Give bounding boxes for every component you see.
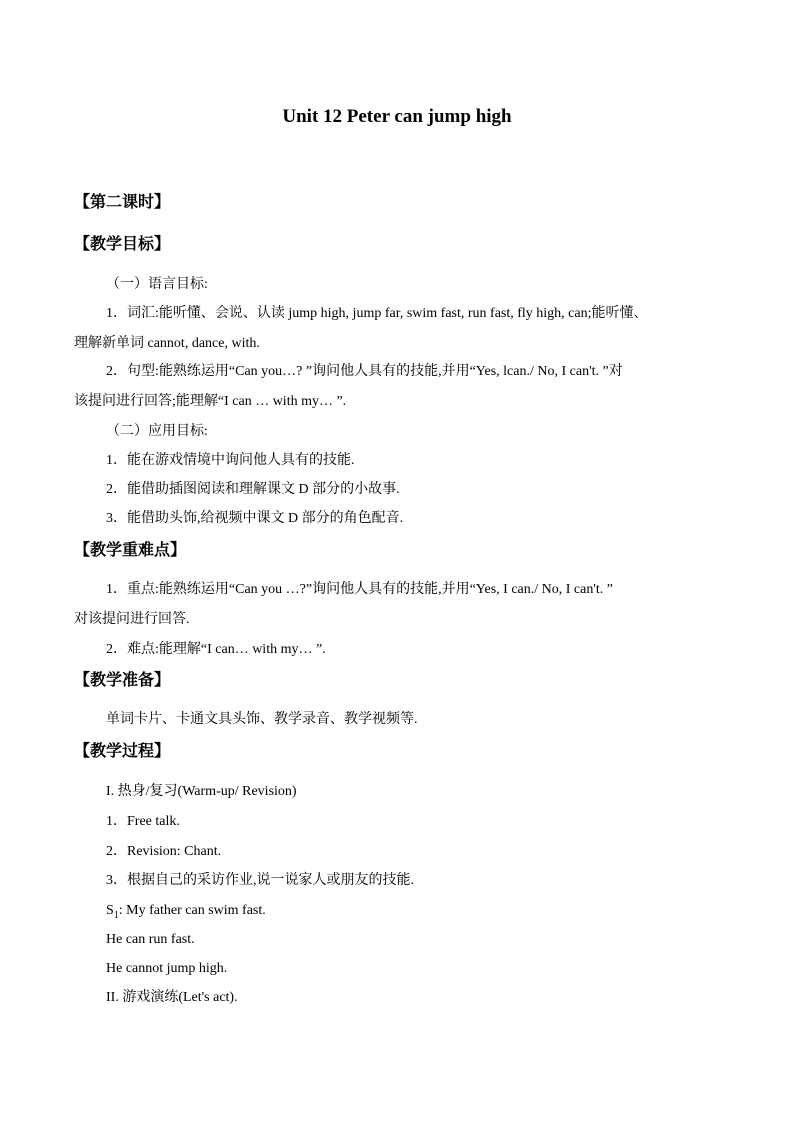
application-objective-heading: （二）应用目标: bbox=[106, 424, 208, 439]
application-item-1: 1．能在游戏情境中询问他人具有的技能. bbox=[106, 453, 355, 468]
vocab-line-2: 理解新单词 cannot, dance, with. bbox=[74, 336, 260, 351]
application-item-2: 2．能借助插图阅读和理解课文 D 部分的小故事. bbox=[106, 482, 400, 497]
dialogue-s1 bbox=[106, 901, 266, 926]
process-item-1: 1．Free talk. bbox=[106, 814, 180, 829]
section-keypoints: 【教学重难点】 bbox=[74, 540, 187, 559]
speaker-label: S bbox=[106, 903, 114, 918]
section-preparation: 【教学准备】 bbox=[74, 670, 171, 689]
pattern-line-1: 2．句型:能熟练运用“Can you…? ”询问他人具有的技能,并用“Yes, lcan./ No, I can't. ”对 bbox=[106, 364, 623, 379]
section-process: 【教学过程】 bbox=[74, 741, 171, 760]
dialogue-line-jump: He cannot jump high. bbox=[106, 961, 228, 976]
key-point-line-1: 1．重点:能熟练运用“Can you …?”询问他人具有的技能,并用“Yes, I can./ No, I can't. ” bbox=[106, 582, 613, 597]
dialogue-line-run: He can run fast. bbox=[106, 932, 195, 947]
dialogue-s1-text: : My father can swim fast. bbox=[118, 903, 266, 918]
language-objective-heading: （一）语言目标: bbox=[106, 277, 208, 292]
section-lesson: 【第二课时】 bbox=[74, 192, 171, 211]
process-step-2: II. 游戏演练(Let's act). bbox=[106, 990, 238, 1005]
speaker-subscript: 1 bbox=[113, 909, 119, 921]
key-point-line-2: 对该提问进行回答. bbox=[74, 612, 190, 627]
pattern-line-2: 该提问进行回答;能理解“I can … with my… ”. bbox=[74, 394, 347, 409]
preparation-text: 单词卡片、卡通文具头饰、教学录音、教学视频等. bbox=[106, 712, 418, 727]
process-item-3: 3．根据自己的采访作业,说一说家人或朋友的技能. bbox=[106, 873, 414, 888]
document-title: Unit 12 Peter can jump high bbox=[282, 106, 512, 127]
difficulty-line: 2．难点:能理解“I can… with my… ”. bbox=[106, 642, 326, 657]
vocab-line-1: 1．词汇:能听懂、会说、认读 jump high, jump far, swim fast, run fast, fly high, can;能听懂、 bbox=[106, 306, 648, 321]
process-step-1: I. 热身/复习(Warm-up/ Revision) bbox=[106, 784, 297, 799]
application-item-3: 3．能借助头饰,给视频中课文 D 部分的角色配音. bbox=[106, 511, 404, 526]
process-item-2: 2．Revision: Chant. bbox=[106, 844, 222, 859]
section-objectives: 【教学目标】 bbox=[74, 234, 171, 253]
